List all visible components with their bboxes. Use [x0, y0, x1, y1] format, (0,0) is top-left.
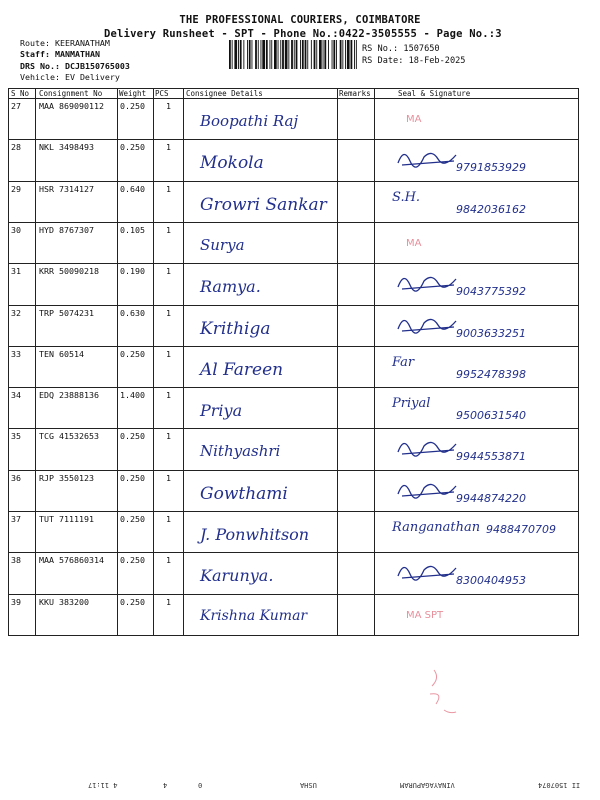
barcode-bar	[262, 40, 265, 69]
barcode-bar	[324, 40, 326, 69]
rs-date: RS Date: 18-Feb-2025	[362, 56, 466, 66]
receiver-phone: 9003633251	[456, 327, 526, 340]
footer-num: 4	[163, 781, 168, 789]
row-sno: 39	[11, 597, 21, 607]
consignment-number: KRR 50090218	[39, 266, 99, 276]
table-row	[8, 346, 579, 387]
receiver-phone: 9488470709	[486, 523, 556, 536]
consignee-name: Gowthami	[200, 484, 288, 504]
footer-name: USHA	[300, 781, 317, 789]
receiver-signature: Ranganathan	[392, 520, 481, 535]
consignment-number: TCG 41532653	[39, 431, 99, 441]
page-title: THE PROFESSIONAL COURIERS, COIMBATORE	[179, 14, 421, 26]
barcode-bar	[345, 40, 346, 69]
table-row	[8, 305, 579, 346]
row-sno: 31	[11, 266, 21, 276]
barcode-bar	[285, 40, 288, 69]
table-border-bottom	[8, 635, 579, 636]
barcode-bar	[229, 40, 231, 69]
barcode-bar	[347, 40, 350, 69]
weight-value: 0.250	[120, 431, 145, 441]
receiver-phone: 9500631540	[456, 409, 526, 422]
weight-value: 0.630	[120, 308, 145, 318]
drs-number: DCJB150765003	[64, 61, 130, 71]
signature-scribble	[394, 311, 464, 337]
staff-name: MANMATHAN	[54, 49, 100, 59]
consignee-name: Ramya.	[200, 277, 261, 296]
barcode-bar	[271, 40, 272, 69]
table-row	[8, 511, 579, 552]
table-row	[8, 428, 579, 469]
barcode-bar	[243, 40, 244, 69]
barcode-bar	[336, 40, 337, 69]
barcode-bar	[354, 40, 355, 69]
receiver-phone: 9791853929	[456, 161, 526, 174]
consignee-name: J. Ponwhitson	[200, 525, 310, 544]
weight-value: 0.250	[120, 142, 145, 152]
consignment-number: HSR 7314127	[39, 184, 94, 194]
consignment-number: TEN 60514	[39, 349, 84, 359]
consignee-name: Krishna Kumar	[200, 608, 308, 624]
consignee-name: Krithiga	[200, 319, 271, 339]
consignment-number: MAA 869090112	[39, 101, 104, 111]
consignee-name: Nithyashri	[200, 442, 281, 460]
barcode-bar	[270, 40, 271, 69]
weight-value: 1.400	[120, 390, 145, 400]
barcode-bar	[328, 40, 329, 69]
runsheet-subtitle: Delivery Runsheet - SPT - Phone No.:0422-3505555 - Page No.:3	[104, 28, 502, 40]
row-sno: 36	[11, 473, 21, 483]
consignment-number: KKU 383200	[39, 597, 89, 607]
drs-line	[20, 61, 130, 71]
signature-scribble	[394, 269, 464, 295]
pcs-value: 1	[166, 514, 171, 524]
barcode-bar	[342, 40, 343, 69]
row-sno: 34	[11, 390, 21, 400]
consignment-number: RJP 3550123	[39, 473, 94, 483]
col-header-consignee: Consignee Details	[186, 89, 263, 98]
barcode-bar	[316, 40, 317, 69]
footer-num: 0	[198, 781, 203, 789]
pcs-value: 1	[166, 555, 171, 565]
weight-value: 0.105	[120, 225, 145, 235]
barcode-bar	[307, 40, 308, 69]
staff-label: Staff:	[20, 49, 50, 59]
footer-time: 4 11:17	[88, 781, 118, 789]
barcode-bar	[323, 40, 324, 69]
signature-scribble	[394, 476, 464, 502]
rs-number: RS No.: 1507650	[362, 44, 440, 54]
row-sno: 28	[11, 142, 21, 152]
row-sno: 30	[11, 225, 21, 235]
col-header-weight: Weight	[119, 89, 147, 98]
barcode-bar	[332, 40, 333, 69]
runsheet-table	[8, 88, 579, 636]
consignment-number: EDQ 23888136	[39, 390, 99, 400]
receiver-phone: 9944874220	[456, 492, 526, 505]
weight-value: 0.250	[120, 597, 145, 607]
consignee-name: Mokola	[200, 153, 264, 173]
col-header-pcs: PCS	[155, 89, 169, 98]
barcode-bar	[294, 40, 295, 69]
consignment-number: TUT 7111191	[39, 514, 94, 524]
receiver-phone: 9952478398	[456, 368, 526, 381]
weight-value: 0.250	[120, 101, 145, 111]
col-header-consignment: Consignment No	[39, 89, 103, 98]
consignee-name: Boopathi Raj	[200, 112, 299, 130]
barcode-bar	[291, 40, 293, 69]
staff-line	[20, 49, 100, 59]
barcode-bar	[296, 40, 298, 69]
barcode-bar	[255, 40, 257, 69]
barcode-bar	[232, 40, 233, 69]
weight-value: 0.190	[120, 266, 145, 276]
pcs-value: 1	[166, 225, 171, 235]
consignment-number: NKL 3498493	[39, 142, 94, 152]
row-sno: 37	[11, 514, 21, 524]
barcode-bar	[300, 40, 301, 69]
signature-scribble	[394, 145, 464, 171]
route-label: Route: KEERANATHAM	[20, 38, 110, 48]
weight-value: 0.250	[120, 473, 145, 483]
row-sno: 27	[11, 101, 21, 111]
barcode-bar	[319, 40, 322, 69]
table-row	[8, 222, 579, 263]
receiver-signature: Priyal	[392, 396, 431, 411]
barcode-bar	[333, 40, 335, 69]
row-sno: 38	[11, 555, 21, 565]
receiver-phone: 8300404953	[456, 574, 526, 587]
barcode	[229, 40, 357, 69]
receiver-signature: S.H.	[392, 190, 421, 205]
table-row	[8, 387, 579, 428]
col-header-remarks: Remarks	[339, 89, 371, 98]
col-header-sno: S No	[11, 89, 30, 98]
row-sno: 32	[11, 308, 21, 318]
pcs-value: 1	[166, 142, 171, 152]
barcode-bar	[238, 40, 239, 69]
barcode-bar	[280, 40, 281, 69]
barcode-bar	[340, 40, 342, 69]
stamp-mark: MA	[406, 114, 422, 125]
receiver-signature: Far	[392, 355, 415, 370]
pen-mark	[410, 664, 470, 724]
consignment-number: TRP 5074231	[39, 308, 94, 318]
barcode-bar	[258, 40, 259, 69]
table-row	[8, 181, 579, 222]
table-row	[8, 139, 579, 180]
barcode-bar	[240, 40, 242, 69]
stamp-mark: MA SPT	[406, 610, 444, 621]
vehicle-label: Vehicle: EV Delivery	[20, 72, 120, 82]
receiver-phone: 9944553871	[456, 450, 526, 463]
consignee-name: Priya	[200, 401, 243, 420]
consignment-number: MAA 576860314	[39, 555, 104, 565]
pcs-value: 1	[166, 101, 171, 111]
col-header-seal: Seal & Signature	[398, 89, 471, 98]
barcode-bar	[274, 40, 277, 69]
pcs-value: 1	[166, 431, 171, 441]
table-row	[8, 552, 579, 593]
drs-label: DRS No.:	[20, 61, 60, 71]
consignee-name: Surya	[200, 236, 245, 254]
stamp-mark: MA	[406, 238, 422, 249]
barcode-bar	[311, 40, 312, 69]
row-sno: 35	[11, 431, 21, 441]
barcode-bar	[252, 40, 253, 69]
row-sno: 29	[11, 184, 21, 194]
signature-scribble	[394, 558, 464, 584]
barcode-bar	[247, 40, 248, 69]
table-row	[8, 263, 579, 304]
footer-place: VINAYAGAPURAM	[400, 781, 455, 789]
pcs-value: 1	[166, 390, 171, 400]
consignment-number: HYD 8767307	[39, 225, 94, 235]
row-sno: 33	[11, 349, 21, 359]
table-row	[8, 98, 579, 139]
barcode-bar	[234, 40, 237, 69]
weight-value: 0.250	[120, 514, 145, 524]
barcode-bar	[314, 40, 316, 69]
pcs-value: 1	[166, 266, 171, 276]
barcode-bar	[282, 40, 284, 69]
barcode-bar	[278, 40, 279, 69]
consignee-name: Growri Sankar	[200, 195, 327, 215]
barcode-bar	[261, 40, 262, 69]
barcode-bar	[351, 40, 353, 69]
footer-code: II 1507074	[538, 781, 581, 789]
signature-scribble	[394, 434, 464, 460]
weight-value: 0.250	[120, 555, 145, 565]
barcode-bar	[288, 40, 289, 69]
barcode-bar	[266, 40, 268, 69]
barcode-bar	[302, 40, 304, 69]
table-row	[8, 594, 579, 635]
pcs-value: 1	[166, 597, 171, 607]
receiver-phone: 9043775392	[456, 285, 526, 298]
table-row	[8, 470, 579, 511]
pcs-value: 1	[166, 308, 171, 318]
barcode-bar	[249, 40, 251, 69]
pcs-value: 1	[166, 349, 171, 359]
weight-value: 0.640	[120, 184, 145, 194]
weight-value: 0.250	[120, 349, 145, 359]
barcode-bar	[356, 40, 357, 69]
pcs-value: 1	[166, 184, 171, 194]
consignee-name: Karunya.	[200, 566, 274, 585]
barcode-bar	[305, 40, 307, 69]
pcs-value: 1	[166, 473, 171, 483]
consignee-name: Al Fareen	[200, 360, 284, 380]
receiver-phone: 9842036162	[456, 203, 526, 216]
